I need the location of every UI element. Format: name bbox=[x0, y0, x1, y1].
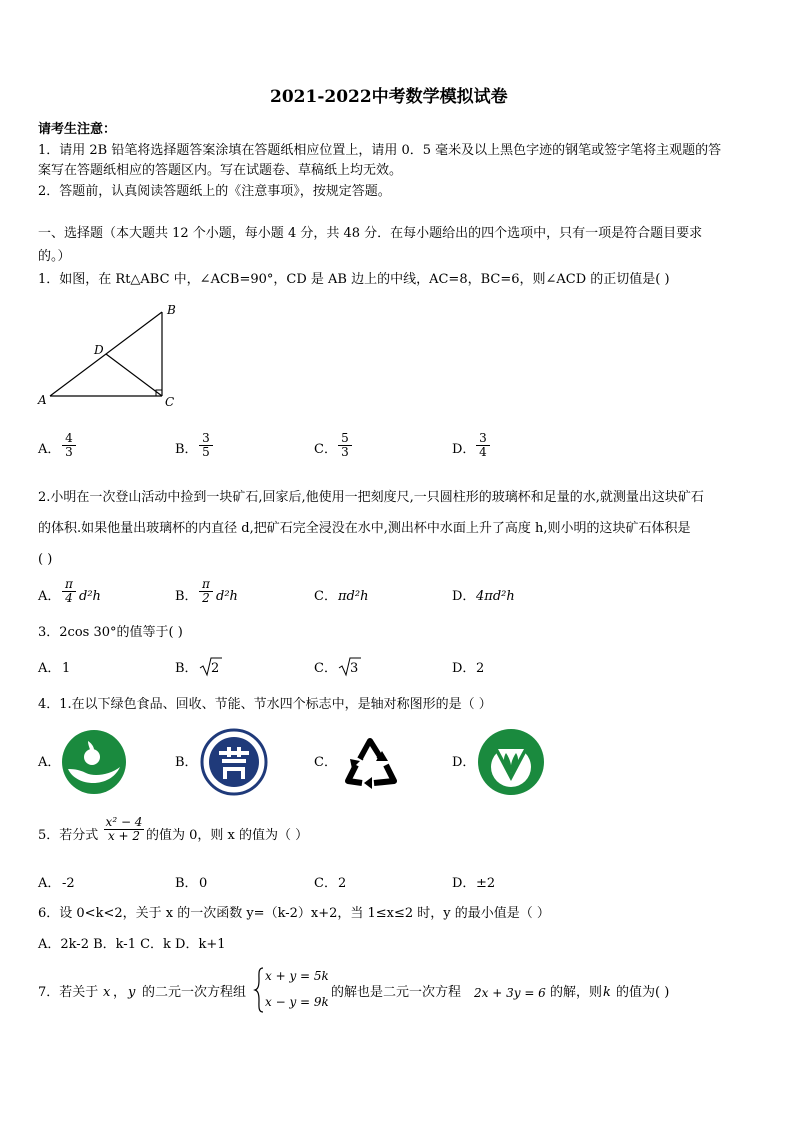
q5-option-a-letter: A． bbox=[38, 876, 61, 891]
q2-option-b-term: d²h bbox=[216, 589, 238, 604]
q5-option-b-text: 0 bbox=[199, 876, 208, 891]
q5-suffix: 的值为 0，则 x 的值为（ ） bbox=[146, 828, 309, 843]
q7-equation-2: x − y = 9k bbox=[265, 995, 329, 1009]
notice-line-2: 2．答题前，认真阅读答题纸上的《注意事项》，按规定答题。 bbox=[38, 184, 391, 199]
q1-option-c-fraction: $\frac{5}{3}$ bbox=[338, 432, 352, 459]
segment-cd bbox=[106, 354, 162, 396]
q5-prefix: 5．若分式 bbox=[38, 828, 99, 843]
q5-option-c-text: 2 bbox=[338, 876, 347, 891]
q7-var-y: y bbox=[128, 985, 136, 1000]
q3-option-d-letter: D． bbox=[452, 661, 476, 676]
q1-option-a-letter: A． bbox=[38, 442, 61, 457]
q3-option-b-letter: B． bbox=[175, 661, 198, 676]
q2-option-d-text: 4πd²h bbox=[476, 589, 515, 604]
q7-mid: 的二元一次方程组 bbox=[142, 985, 247, 1000]
q4-option-c-letter: C． bbox=[314, 755, 337, 770]
q7-var-k: k bbox=[603, 985, 611, 1000]
q1-option-b-letter: B． bbox=[175, 442, 198, 457]
q1-stem: 1．如图，在 Rt△ABC 中，∠ACB=90°，CD 是 AB 边上的中线，AC=8，BC=6，则∠ACD 的正切值是( ) bbox=[38, 272, 670, 287]
q5-option-d-text: ±2 bbox=[476, 876, 496, 891]
q2-option-d-letter: D． bbox=[452, 589, 476, 604]
q7-equation-3: 2x + 3y = 6 bbox=[474, 986, 546, 1000]
notice-heading: 请考生注意： bbox=[38, 122, 117, 137]
q6-stem: 6．设 0<k<2，关于 x 的一次函数 y=（k-2）x+2，当 1≤x≤2 时，y 的最小值是（ ） bbox=[38, 906, 550, 921]
q2-line-1: 2.小明在一次登山活动中捡到一块矿石,回家后,他使用一把刻度尺,一只圆柱形的玻璃杯和足量的水,就测量出这块矿石 bbox=[38, 490, 704, 505]
label-c: C bbox=[165, 395, 175, 409]
q2-option-b-fraction: $\frac{\pi}{2}$ bbox=[199, 578, 213, 605]
q3-option-a-text: 1 bbox=[62, 661, 71, 676]
q3-option-a-letter: A． bbox=[38, 661, 61, 676]
q2-option-a-letter: A． bbox=[38, 589, 61, 604]
section-header-line-2: 的。） bbox=[38, 249, 71, 264]
q1-option-b-fraction: $\frac{3}{5}$ bbox=[199, 432, 213, 459]
q5-option-a-text: -2 bbox=[62, 876, 75, 891]
q3-option-c-radicand: 3 bbox=[350, 661, 359, 676]
q2-line-2: 的体积.如果他量出玻璃杯的内直径 d,把矿石完全浸没在水中,测出杯中水面上升了高度 h,则小明的这块矿石体积是 bbox=[38, 521, 691, 536]
q2-line-3: ( ) bbox=[38, 552, 53, 567]
q2-option-c-letter: C． bbox=[314, 589, 337, 604]
q1-option-d-letter: D． bbox=[452, 442, 476, 457]
q1-option-a-fraction: $\frac{4}{3}$ bbox=[62, 432, 76, 459]
q5-option-c-letter: C． bbox=[314, 876, 337, 891]
label-d: D bbox=[94, 343, 104, 357]
q1-option-d-fraction: $\frac{3}{4}$ bbox=[476, 432, 490, 459]
q2-option-b-letter: B． bbox=[175, 589, 198, 604]
q3-option-d-text: 2 bbox=[476, 661, 485, 676]
q7-equation-1: x + y = 5k bbox=[265, 969, 329, 983]
q6-options: A．2k-2 B．k-1 C．k D．k+1 bbox=[38, 937, 226, 952]
q7-comma: ， bbox=[113, 985, 127, 1000]
q5-fraction: $\frac{\text{x² − 4}}{x + 2}$ bbox=[105, 815, 143, 843]
q5-option-b-letter: B． bbox=[175, 876, 198, 891]
label-b: B bbox=[167, 303, 176, 317]
q4-option-d-letter: D． bbox=[452, 755, 476, 770]
q3-option-c-letter: C． bbox=[314, 661, 337, 676]
water-saving-logo-icon bbox=[476, 727, 546, 797]
page-title: 2021-2022中考数学模拟试卷 bbox=[270, 87, 508, 107]
q7-var-x: x bbox=[103, 985, 111, 1000]
q1-option-c-letter: C． bbox=[314, 442, 337, 457]
q3-stem: 3．2cos 30°的值等于( ) bbox=[38, 625, 183, 640]
q7-mid-3: 的解，则 bbox=[550, 985, 603, 1000]
q5-option-d-letter: D． bbox=[452, 876, 476, 891]
green-food-logo-icon bbox=[60, 729, 128, 795]
section-header-line-1: 一、选择题（本大题共 12 个小题，每小题 4 分，共 48 分．在每小题给出的四个选项中，只有一项是符合题目要求 bbox=[38, 226, 703, 241]
q2-option-a-fraction: $\frac{\pi}{4}$ bbox=[62, 578, 76, 605]
q3-option-b-radicand: 2 bbox=[211, 661, 220, 676]
q2-option-a-term: d²h bbox=[79, 589, 101, 604]
q7-mid-2: 的解也是二元一次方程 bbox=[331, 985, 462, 1000]
notice-line-1a: 1．请用 2B 铅笔将选择题答案涂填在答题纸相应位置上，请用 0．5 毫米及以上黑色字迹的钢笔或签字笔将主观题的答 bbox=[38, 143, 722, 158]
q7-prefix: 7．若关于 bbox=[38, 985, 99, 1000]
q4-stem: 4．1.在以下绿色食品、回收、节能、节水四个标志中，是轴对称图形的是（ ） bbox=[38, 697, 492, 712]
energy-saving-logo-icon bbox=[199, 727, 269, 797]
label-a: A bbox=[38, 393, 47, 407]
q7-suffix: 的值为( ) bbox=[616, 985, 670, 1000]
left-brace-icon bbox=[253, 966, 265, 1014]
q4-option-b-letter: B． bbox=[175, 755, 198, 770]
notice-line-1b: 案写在答题纸相应的答题区内。写在试题卷、草稿纸上均无效。 bbox=[38, 163, 403, 178]
q4-option-a-letter: A． bbox=[38, 755, 61, 770]
q1-triangle-figure bbox=[36, 300, 186, 412]
recycle-logo-icon bbox=[338, 729, 406, 795]
q2-option-c-text: πd²h bbox=[338, 589, 369, 604]
